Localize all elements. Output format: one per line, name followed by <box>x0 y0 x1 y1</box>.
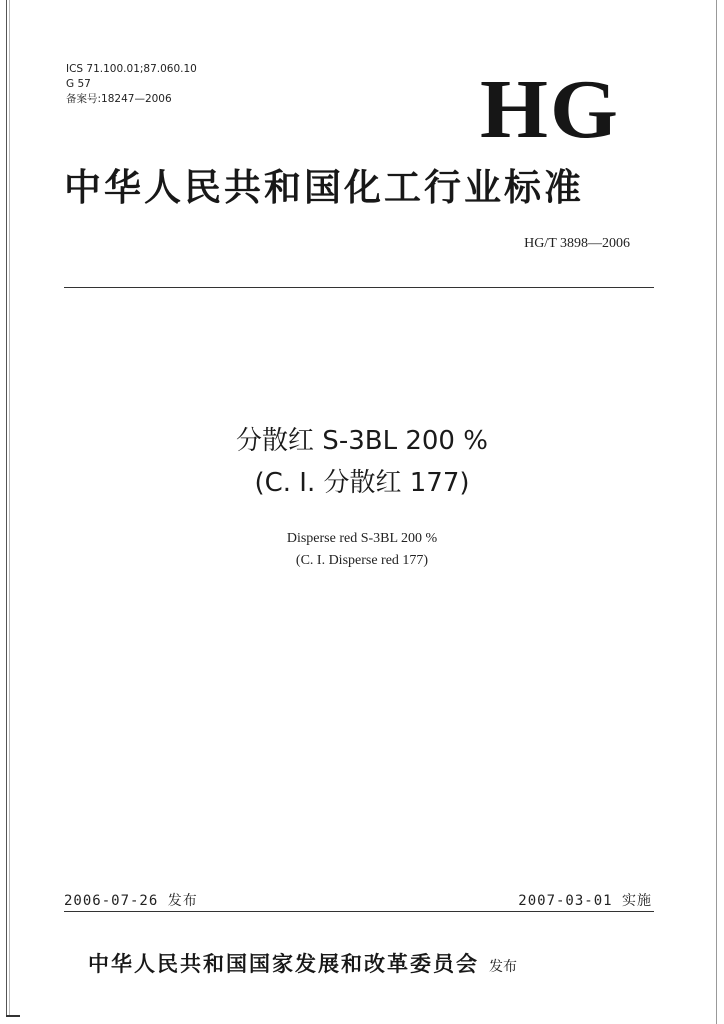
chinese-title <box>0 420 724 504</box>
english-title-line-2: (C. I. Disperse red 177) <box>295 553 429 568</box>
scan-edge <box>716 0 717 1024</box>
ics-code: ICS 71.100.01;87.060.10 <box>66 63 197 75</box>
record-number: 备案号:18247—2006 <box>66 93 172 105</box>
ccs-code: G 57 <box>66 78 91 90</box>
publisher-name: 中华人民共和国国家发展和改革委员会 <box>88 951 479 976</box>
english-title <box>0 528 724 572</box>
classification-codes <box>66 62 197 107</box>
scan-edge <box>9 0 10 1016</box>
scan-edge <box>6 1015 20 1017</box>
publisher <box>88 948 517 978</box>
standard-type-title: 中华人民共和国化工行业标准 <box>64 165 584 209</box>
header-divider <box>64 287 654 288</box>
hg-logo: HG <box>480 63 621 156</box>
implement-date: 2007-03-01 实施 <box>518 893 652 909</box>
scan-edge <box>6 0 7 1016</box>
chinese-title-line-1: 分散红 S-3BL 200 % <box>236 426 488 456</box>
footer-divider <box>64 911 654 912</box>
chinese-title-line-2: (C. I. 分散红 177) <box>254 468 470 498</box>
publisher-suffix: 发布 <box>489 959 517 975</box>
standard-number: HG/T 3898—2006 <box>524 236 630 251</box>
english-title-line-1: Disperse red S-3BL 200 % <box>286 531 438 546</box>
issue-date: 2006-07-26 发布 <box>64 893 198 909</box>
